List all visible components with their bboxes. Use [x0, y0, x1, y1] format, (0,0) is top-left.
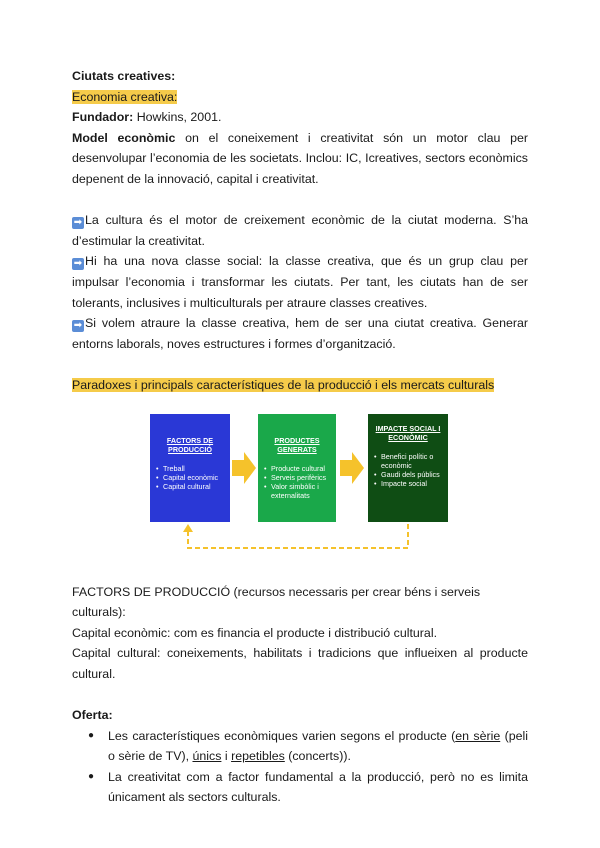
box-item: • Benefici polític o econòmic: [374, 452, 448, 470]
box-title: FACTORS DE PRODUCCIÓ: [166, 436, 214, 454]
underlined-term: en sèrie: [455, 728, 501, 743]
founder-value: Howkins, 2001.: [133, 110, 222, 125]
box-item: • Producte cultural: [264, 464, 336, 473]
founder-line: [72, 107, 528, 128]
underlined-term: únics: [192, 749, 222, 764]
box-item: • Serveis perifèrics: [264, 473, 336, 482]
underlined-term: repetibles: [231, 749, 285, 764]
point-text: La cultura és el motor de creixement econòmic de la ciutat moderna. S’ha d’estimular la creativitat.: [72, 213, 528, 248]
subheading: [72, 87, 528, 108]
box-item: • Capital cultural: [156, 482, 230, 491]
list-item: ● Les característiques econòmiques varien segons el producte (en sèrie (peli o sèrie de TV), únics i repetibles (concerts)).: [72, 726, 528, 767]
factors-line-3: Capital cultural: coneixements, habilitats i tradicions que influeixen al producte cultural.: [72, 646, 528, 681]
right-arrow-icon: ➡: [73, 217, 83, 229]
box-item: • Capital econòmic: [156, 473, 230, 482]
point-3: [72, 313, 528, 354]
right-arrow-icon: ➡: [73, 320, 83, 332]
point-text: Si volem atraure la classe creativa, hem de ser una ciutat creativa. Generar entorns laborals, noves estructures i formes d’organització.: [72, 316, 528, 351]
feedback-loop-arrow: [150, 522, 450, 554]
model-label: Model econòmic: [72, 130, 176, 145]
point-2: [72, 251, 528, 313]
box-factors: [150, 414, 230, 522]
model-text: on el coneixement i creativitat són un motor clau per desenvolupar l’economia de les societats. Inclou: IC, Icreatives, sectors econòmics depenent de la innovació, capital i creativitat.: [72, 130, 529, 186]
box-products: [258, 414, 336, 522]
point-1: [72, 210, 528, 251]
model-paragraph: [72, 128, 528, 190]
box-title: IMPACTE SOCIAL I ECONÒMIC: [375, 424, 441, 442]
right-arrow-icon: ➡: [73, 258, 83, 270]
factors-line-1: FACTORS DE PRODUCCIÓ (recursos necessaris per crear béns i serveis culturals):: [72, 584, 481, 620]
box-item: • Valor simbòlic i externalitats: [264, 482, 336, 500]
section-title-text: Paradoxes i principals característiques de la producció i els mercats culturals: [72, 377, 495, 392]
box-item: • Impacte social: [374, 479, 448, 488]
box-title: PRODUCTES GENERATS: [274, 436, 320, 454]
founder-label: Fundador:: [72, 110, 134, 125]
right-arrow-icon: [232, 452, 256, 484]
production-diagram: [150, 414, 450, 554]
offer-title: Oferta:: [72, 708, 113, 723]
box-impact: [368, 414, 448, 522]
page-title: Ciutats creatives:: [72, 69, 176, 83]
factors-line-2: Capital econòmic: com es financia el producte i distribució cultural.: [72, 625, 438, 640]
offer-list: [72, 726, 528, 808]
right-arrow-icon: [340, 452, 364, 484]
point-text: Hi ha una nova classe social: la classe creativa, que és un grup clau per impulsar l’economia i transformar les ciutats. Per tant, les ciutats han de ser tolerants, inclusives i multiculturals per atraure classes creatives.: [72, 254, 528, 310]
list-item: ● La creativitat com a factor fundamental a la producció, però no es limita únicament als sectors culturals.: [72, 767, 528, 808]
box-item: • Gaudi dels públics: [374, 470, 448, 479]
section-title: [72, 375, 528, 396]
box-item: • Treball: [156, 464, 230, 473]
highlighted-subheading: Economia creativa:: [72, 89, 178, 104]
